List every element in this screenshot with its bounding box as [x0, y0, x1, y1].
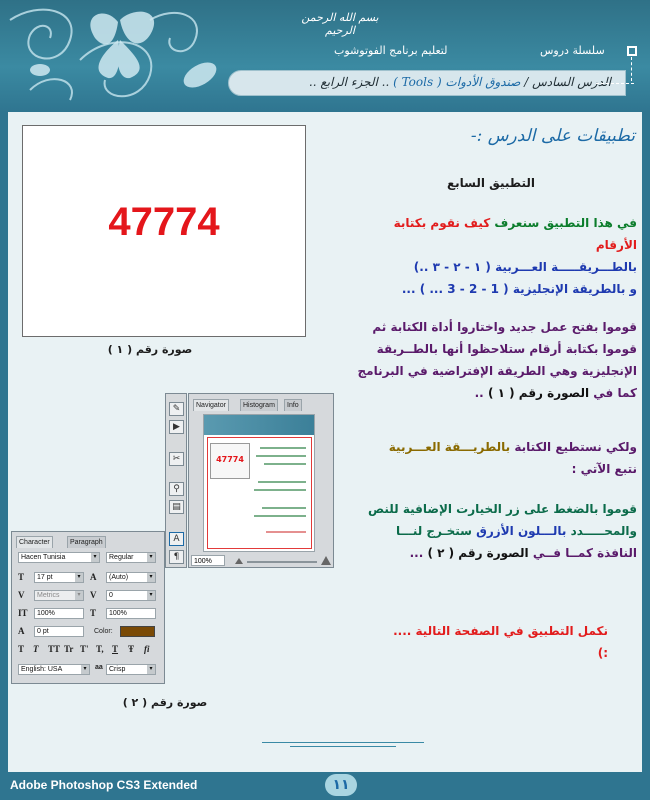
text-line — [258, 481, 306, 483]
page-footer — [0, 772, 650, 800]
horizontal-scale-field[interactable]: 100% — [106, 608, 156, 619]
text-line — [260, 447, 306, 449]
color-label: Color: — [94, 628, 113, 635]
tracking-icon: V — [90, 590, 97, 600]
play-icon[interactable]: ▶ — [169, 420, 184, 434]
clone-source-icon[interactable]: ⚲ — [169, 482, 184, 496]
brush-preset-icon[interactable]: ✎ — [169, 402, 184, 416]
chevron-down-icon: ▾ — [147, 553, 155, 562]
vertical-scale-field[interactable]: 100% — [34, 608, 84, 619]
leading-icon: A — [90, 572, 97, 582]
tab-navigator[interactable]: Navigator — [193, 399, 229, 411]
text-line — [266, 531, 306, 533]
small-caps-button[interactable]: Tr — [64, 644, 74, 654]
navigator-panel — [188, 393, 334, 568]
zoom-in-icon[interactable] — [321, 556, 331, 565]
text-line — [254, 489, 306, 491]
zoom-field[interactable]: 100% — [191, 555, 225, 566]
right-border — [642, 112, 650, 772]
antialias-select[interactable]: Crisp ▾ — [106, 664, 156, 675]
lesson-title-bar — [228, 70, 626, 96]
text-line — [264, 463, 306, 465]
paragraph-icon[interactable]: ¶ — [169, 550, 184, 564]
figure-1-caption: صورة رقم ( ١ ) — [107, 343, 193, 356]
baseline-shift-icon: A — [18, 626, 25, 636]
floral-ornament — [0, 0, 240, 112]
strikethrough-button[interactable]: Ŧ — [128, 644, 135, 654]
left-border — [0, 112, 8, 772]
kerning-icon: V — [18, 590, 25, 600]
text-color-swatch[interactable] — [120, 626, 155, 637]
series-label: سلسلة دروس — [540, 44, 605, 57]
all-caps-button[interactable]: TT — [48, 644, 61, 654]
section-heading: تطبيقات على الدرس :- — [470, 126, 635, 146]
chevron-down-icon: ▾ — [147, 665, 155, 674]
leading-field[interactable]: (Auto) ▾ — [106, 572, 156, 583]
sample-number: 47774 — [108, 200, 220, 244]
course-label: لتعليم برنامج الفوتوشوب — [334, 44, 448, 57]
superscript-button[interactable]: T' — [80, 644, 89, 654]
page-number: ١١ — [325, 774, 357, 796]
chevron-down-icon: ▾ — [75, 591, 83, 600]
square-bullet-icon — [627, 46, 637, 56]
text-line — [256, 455, 306, 457]
paragraph-2: قوموا بفتح عمل جديد واختاروا أداة الكتابة ثم قوموا بكتابة أرقام ستلاحظوا أنها بالطــريقة الإنجليزية وهي الطريقة الإفتراضية في البرنامج كما في الصورة رقم ( ١ ) .. — [357, 320, 637, 400]
tab-info[interactable]: Info — [284, 399, 302, 411]
footer-title: Adobe Photoshop CS3 Extended — [10, 778, 198, 792]
bismillah-text: بسم الله الرحمن الرحيم — [301, 11, 379, 37]
font-size-icon: T — [18, 572, 25, 582]
zoom-out-icon[interactable] — [235, 558, 243, 564]
tab-histogram[interactable]: Histogram — [240, 399, 278, 411]
kerning-field[interactable]: Metrics ▾ — [34, 590, 84, 601]
chevron-down-icon: ▾ — [75, 573, 83, 582]
dashed-connector — [596, 83, 634, 84]
paragraph-3: ولكي نستطيع الكتابة بالطريـــقة العـــربية نتبع الآتي : — [388, 440, 637, 476]
divider — [262, 742, 424, 743]
font-family-select[interactable]: Hacen Tunisia ▾ — [18, 552, 100, 563]
text-line — [262, 507, 306, 509]
page-header — [0, 0, 650, 112]
tools-icon[interactable]: ✂ — [169, 452, 184, 466]
character-panel — [11, 531, 165, 684]
character-icon[interactable]: A — [169, 532, 184, 546]
chevron-down-icon: ▾ — [147, 591, 155, 600]
navigator-thumbnail[interactable] — [203, 414, 315, 552]
dashed-connector — [631, 57, 632, 81]
chevron-down-icon: ▾ — [81, 665, 89, 674]
ligature-button[interactable]: fi — [144, 644, 150, 654]
tracking-field[interactable]: 0 ▾ — [106, 590, 156, 601]
paragraph-1: في هذا التطبيق سنعرف كيف نقوم بكتابة الأرقام بالطـــريقـــــة العـــربية ( ١ - ٢ - ٣ ..) و بالطريقة الإنجليزية ( 1 - 2 - 3 ... ) ... — [393, 216, 637, 296]
tool-strip — [165, 393, 187, 568]
antialias-icon: aa — [95, 664, 103, 671]
font-size-field[interactable]: 17 pt ▾ — [34, 572, 84, 583]
figure-1-image — [22, 125, 306, 337]
paragraph-4: قوموا بالضغط على زر الخيارت الإضافية للنص والمحـــــدد بالـــلون الأزرق ستخـرج لنـــا النافذة كمــا فــي الصورة رقم ( ٢ ) ... — [367, 502, 637, 560]
tab-character[interactable]: Character — [16, 536, 53, 548]
underline-button[interactable]: T — [112, 644, 119, 654]
thumbnail-header — [204, 415, 315, 435]
language-select[interactable]: English: USA ▾ — [18, 664, 90, 675]
lesson-title: الدرس السادس / صندوق الأدوات ( Tools ) .. الجزء الرابع .. — [308, 75, 611, 89]
tab-paragraph[interactable]: Paragraph — [67, 536, 106, 548]
thumbnail-number: 47774 — [216, 455, 244, 464]
text-style-buttons — [18, 644, 158, 656]
chevron-down-icon: ▾ — [91, 553, 99, 562]
figure-2-caption: صورة رقم ( ٢ ) — [122, 696, 208, 709]
faux-bold-button[interactable]: T — [18, 644, 25, 654]
paragraph-5: نكمل التطبيق في الصفحة التالية .... :) — [393, 624, 608, 660]
text-line — [254, 515, 306, 517]
horizontal-scale-icon: T — [90, 608, 97, 618]
application-title: التطبيق السابع — [446, 176, 535, 190]
divider — [290, 746, 396, 747]
vertical-scale-icon: IT — [18, 608, 28, 618]
faux-italic-button[interactable]: T — [33, 644, 39, 654]
baseline-shift-field[interactable]: 0 pt — [34, 626, 84, 637]
layers-icon[interactable]: ▤ — [169, 500, 184, 514]
chevron-down-icon: ▾ — [147, 573, 155, 582]
subscript-button[interactable]: T, — [96, 644, 104, 654]
font-style-select[interactable]: Regular ▾ — [106, 552, 156, 563]
zoom-slider[interactable] — [247, 561, 317, 563]
